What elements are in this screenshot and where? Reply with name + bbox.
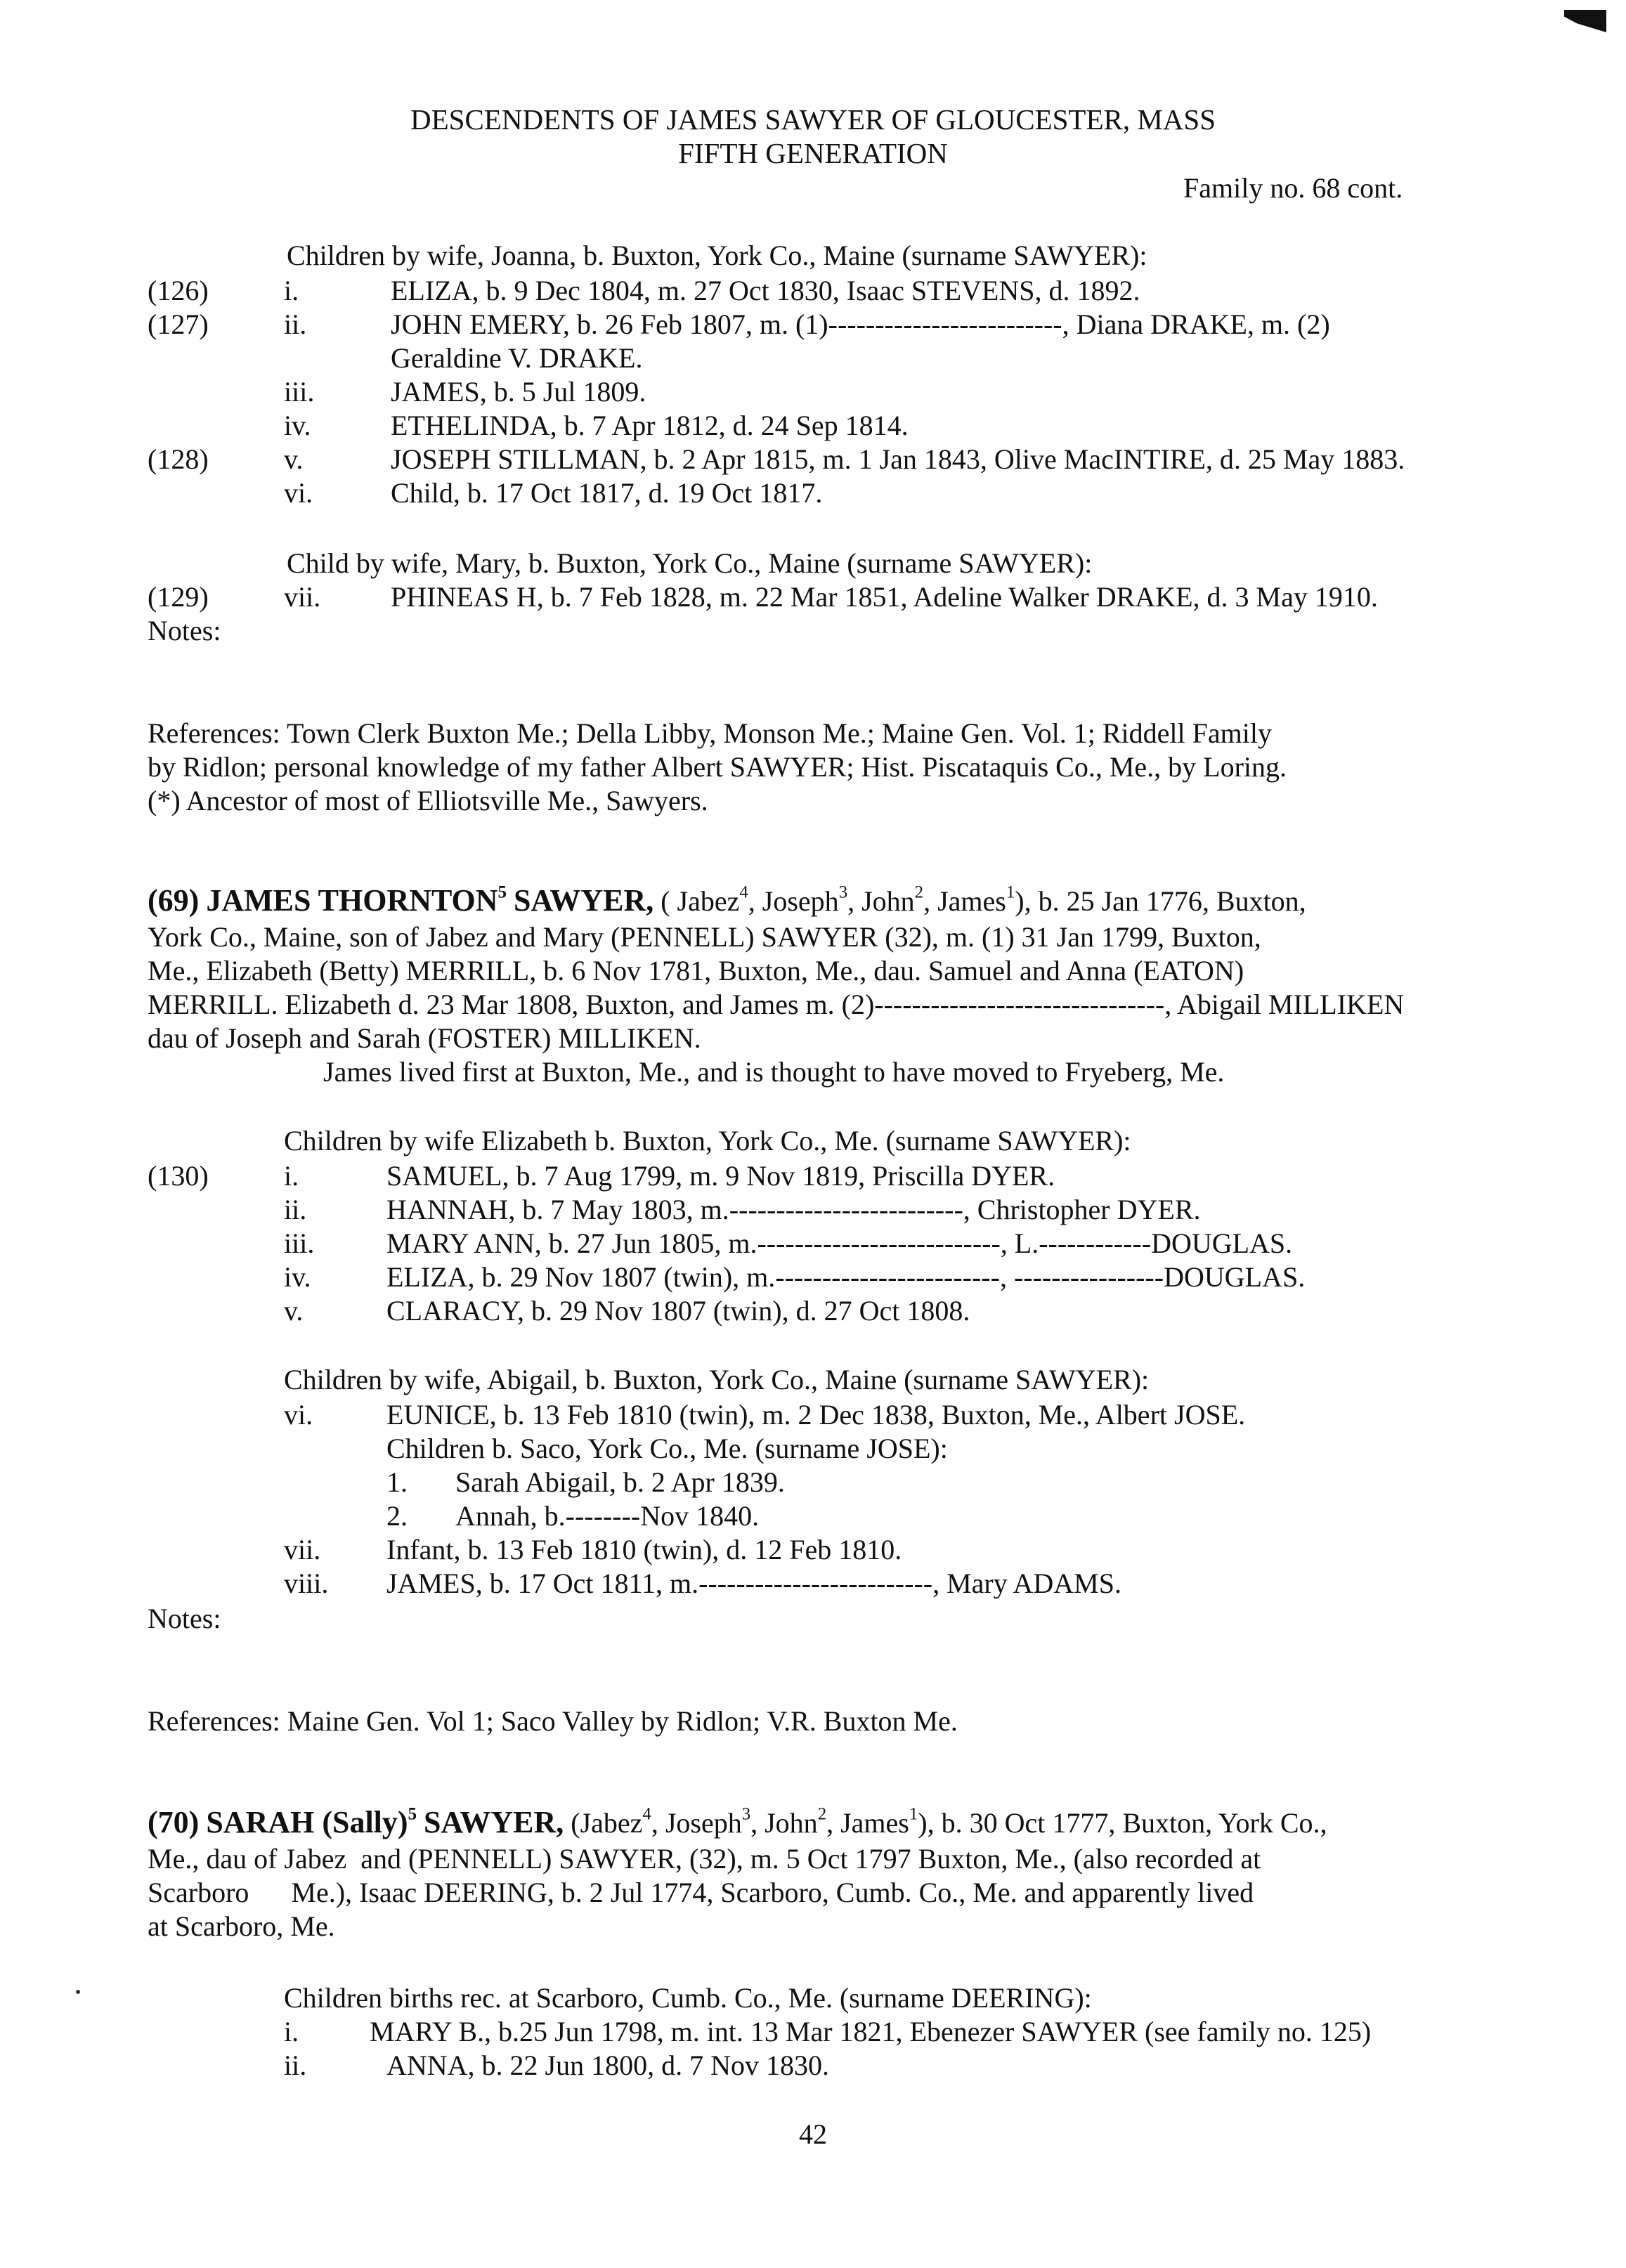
- references-line: (*) Ancestor of most of Elliotsville Me., Sawyers.: [148, 785, 708, 816]
- person-name: SARAH (Sally): [206, 1805, 408, 1839]
- child-roman: i.: [284, 275, 299, 306]
- notes-label: Notes:: [148, 1603, 221, 1634]
- child-entry: PHINEAS H, b. 7 Feb 1828, m. 22 Mar 1851, Adeline Walker DRAKE, d. 3 May 1910.: [391, 581, 1378, 613]
- child-entry-continued: Geraldine V. DRAKE.: [391, 342, 643, 374]
- generation-title: FIFTH GENERATION: [678, 137, 948, 169]
- child-roman: vi.: [284, 477, 313, 509]
- lineage: ( Jabez$^4$, Joseph$^3$, John$^2$, James$^1$), b. 25 Jan 1776, Buxton,: [661, 882, 1306, 917]
- notes-label: Notes:: [148, 615, 221, 646]
- family-number: (69): [148, 883, 200, 918]
- grandchild-number: 1.: [386, 1466, 408, 1498]
- child-entry: Child, b. 17 Oct 1817, d. 19 Oct 1817.: [391, 477, 823, 509]
- child-number: (128): [148, 443, 209, 475]
- child-entry: ETHELINDA, b. 7 Apr 1812, d. 24 Sep 1814.: [391, 410, 909, 441]
- child-entry: CLARACY, b. 29 Nov 1807 (twin), d. 27 Oct 1808.: [386, 1295, 970, 1327]
- family-paragraph-line: York Co., Maine, son of Jabez and Mary (PENNELL) SAWYER (32), m. (1) 31 Jan 1799, Buxton,: [148, 921, 1261, 953]
- child-entry: JOSEPH STILLMAN, b. 2 Apr 1815, m. 1 Jan 1843, Olive MacINTIRE, d. 25 May 1883.: [391, 443, 1405, 475]
- children-header: Children by wife Elizabeth b. Buxton, York Co., Me. (surname SAWYER):: [284, 1125, 1131, 1156]
- child-entry: JAMES, b. 5 Jul 1809.: [391, 376, 646, 408]
- page-number: 42: [799, 2118, 827, 2150]
- child-entry: JAMES, b. 17 Oct 1811, m.-------------------------, Mary ADAMS.: [386, 1568, 1121, 1599]
- child-entry: MARY B., b.25 Jun 1798, m. int. 13 Mar 1821, Ebenezer SAWYER (see family no. 125): [370, 2016, 1372, 2047]
- child-roman: i.: [284, 1160, 299, 1192]
- family-paragraph-line: at Scarboro, Me.: [148, 1910, 335, 1942]
- family-continued: Family no. 68 cont.: [1183, 172, 1403, 204]
- child-roman: v.: [284, 443, 304, 475]
- child-entry: HANNAH, b. 7 May 1803, m.-------------------------, Christopher DYER.: [386, 1194, 1201, 1225]
- child-roman: ii.: [284, 2049, 307, 2081]
- references-line: References: Maine Gen. Vol 1; Saco Valley by Ridlon; V.R. Buxton Me.: [148, 1705, 958, 1737]
- grandchild-entry: Sarah Abigail, b. 2 Apr 1839.: [455, 1466, 785, 1498]
- page-title: DESCENDENTS OF JAMES SAWYER OF GLOUCESTER, MASS: [410, 103, 1216, 136]
- grandchild-entry: Annah, b.--------Nov 1840.: [455, 1500, 760, 1532]
- page-corner-mark: [1564, 10, 1606, 32]
- family-paragraph-line: Me., Elizabeth (Betty) MERRILL, b. 6 Nov 1781, Buxton, Me., dau. Samuel and Anna (EATON): [148, 955, 1244, 986]
- child-entry: EUNICE, b. 13 Feb 1810 (twin), m. 2 Dec 1838, Buxton, Me., Albert JOSE.: [386, 1399, 1246, 1430]
- child-roman: vii.: [284, 1534, 321, 1565]
- family-paragraph-line: Scarboro Me.), Isaac DEERING, b. 2 Jul 1774, Scarboro, Cumb. Co., Me. and apparently lived: [148, 1877, 1254, 1908]
- children-header: Children births rec. at Scarboro, Cumb. Co., Me. (surname DEERING):: [284, 1982, 1092, 2014]
- children-header: Children by wife, Joanna, b. Buxton, York Co., Maine (surname SAWYER):: [287, 240, 1147, 271]
- generation-superscript: 5: [408, 1804, 417, 1824]
- grandchildren-header: Children b. Saco, York Co., Me. (surname JOSE):: [386, 1433, 948, 1464]
- child-roman: viii.: [284, 1568, 329, 1599]
- children-header: Children by wife, Abigail, b. Buxton, York Co., Maine (surname SAWYER):: [284, 1364, 1150, 1395]
- child-number: (129): [148, 581, 209, 613]
- child-number: (130): [148, 1160, 209, 1192]
- grandchild-number: 2.: [386, 1500, 408, 1532]
- child-number: (127): [148, 308, 209, 340]
- child-entry: ELIZA, b. 9 Dec 1804, m. 27 Oct 1830, Isaac STEVENS, d. 1892.: [391, 275, 1140, 306]
- person-surname: SAWYER,: [513, 883, 654, 918]
- child-entry: JOHN EMERY, b. 26 Feb 1807, m. (1)-------------------------, Diana DRAKE, m. (2): [391, 308, 1330, 340]
- person-surname: SAWYER,: [423, 1805, 564, 1839]
- family-paragraph-line: Me., dau of Jabez and (PENNELL) SAWYER, (32), m. 5 Oct 1797 Buxton, Me., (also recorded at: [148, 1843, 1261, 1875]
- family-heading: [148, 1806, 1327, 1840]
- child-entry: ELIZA, b. 29 Nov 1807 (twin), m.------------------------, ----------------DOUGLAS.: [386, 1261, 1306, 1293]
- child-roman: i.: [284, 2016, 299, 2047]
- person-name: JAMES THORNTON: [206, 883, 498, 918]
- references-line: References: Town Clerk Buxton Me.; Della Libby, Monson Me.; Maine Gen. Vol. 1; Riddell Family: [148, 717, 1272, 749]
- child-roman: v.: [284, 1295, 304, 1327]
- children-header: Child by wife, Mary, b. Buxton, York Co., Maine (surname SAWYER):: [287, 547, 1093, 579]
- child-entry: Infant, b. 13 Feb 1810 (twin), d. 12 Feb 1810.: [386, 1534, 902, 1565]
- child-roman: iii.: [284, 376, 315, 408]
- child-roman: vi.: [284, 1399, 313, 1430]
- family-number: (70): [148, 1805, 200, 1839]
- child-roman: iv.: [284, 410, 311, 441]
- child-roman: iii.: [284, 1227, 315, 1259]
- child-roman: vii.: [284, 581, 321, 613]
- lineage: (Jabez$^4$, Joseph$^3$, John$^2$, James$^1$), b. 30 Oct 1777, Buxton, York Co.,: [571, 1804, 1327, 1839]
- child-number: (126): [148, 275, 209, 306]
- child-roman: ii.: [284, 1194, 307, 1225]
- child-entry: MARY ANN, b. 27 Jun 1805, m.--------------------------, L.------------DOUGLAS.: [386, 1227, 1293, 1259]
- family-paragraph-line: dau of Joseph and Sarah (FOSTER) MILLIKEN.: [148, 1022, 701, 1054]
- child-roman: iv.: [284, 1261, 311, 1293]
- family-paragraph-line: MERRILL. Elizabeth d. 23 Mar 1808, Buxton, and James m. (2)-------------------------------, Abigail MILLIKEN: [148, 989, 1405, 1020]
- residence-note: James lived first at Buxton, Me., and is thought to have moved to Fryeberg, Me.: [323, 1056, 1225, 1088]
- child-entry: ANNA, b. 22 Jun 1800, d. 7 Nov 1830.: [386, 2049, 829, 2081]
- speck: [76, 1990, 80, 1994]
- family-heading: [148, 884, 1306, 918]
- references-line: by Ridlon; personal knowledge of my father Albert SAWYER; Hist. Piscataquis Co., Me., by Loring.: [148, 751, 1287, 783]
- child-entry: SAMUEL, b. 7 Aug 1799, m. 9 Nov 1819, Priscilla DYER.: [386, 1160, 1055, 1192]
- child-roman: ii.: [284, 308, 307, 340]
- generation-superscript: 5: [497, 882, 507, 902]
